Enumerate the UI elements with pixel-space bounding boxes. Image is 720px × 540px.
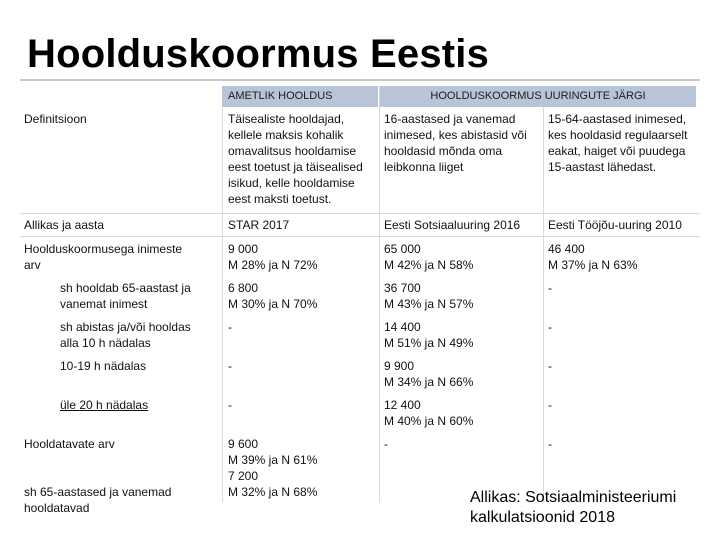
cell-carers-social-survey: 65 000 M 42% ja N 58% [384, 242, 474, 272]
cell-recipients-labour-survey: - [548, 437, 552, 451]
cell-source-labour-survey: Eesti Tööjõu-uuring 2010 [548, 218, 682, 232]
row-label-definition: Definitsioon [24, 112, 87, 126]
cell-carers-labour-survey: 46 400 M 37% ja N 63% [548, 242, 638, 272]
cell-caring-65-official: 6 800 M 30% ja N 70% [228, 281, 318, 311]
row-divider [20, 213, 700, 214]
cell-source-official: STAR 2017 [228, 218, 290, 232]
cell-over-20h-labour-survey: - [548, 398, 552, 412]
page-title: Hoolduskoormus Eestis [27, 32, 490, 76]
cell-definition-social-survey: 16-aastased ja vanemad inimesed, kes abistasid või hooldasid mõnda oma leibkonna liiget [384, 112, 527, 174]
row-label-care-recipients: Hooldatavate arv sh 65-aastased ja vanemad hooldatavad [24, 437, 172, 515]
cell-10-19h-social-survey: 9 900 M 34% ja N 66% [384, 359, 474, 389]
cell-under-10h-social-survey: 14 400 M 51% ja N 49% [384, 320, 474, 350]
cell-definition-official: Täisealiste hooldajad, kellele maksis kohalik omavalitsus hooldamise eest toetust ja täisealised isikud, kelle hooldamise eest maksti toetust. [228, 112, 363, 206]
cell-carers-official: 9 000 M 28% ja N 72% [228, 242, 318, 272]
cell-under-10h-labour-survey: - [548, 320, 552, 334]
cell-caring-65-labour-survey: - [548, 281, 552, 295]
cell-recipients-official: 9 600 M 39% ja N 61% 7 200 M 32% ja N 68% [228, 437, 318, 499]
row-divider [20, 236, 700, 237]
cell-10-19h-labour-survey: - [548, 359, 552, 373]
cell-10-19h-official: - [228, 359, 232, 373]
cell-caring-65-social-survey: 36 700 M 43% ja N 57% [384, 281, 474, 311]
cell-source-social-survey: Eesti Sotsiaaluuring 2016 [384, 218, 521, 232]
cell-recipients-social-survey: - [384, 437, 388, 451]
row-label-carers-count: Hoolduskoormusega inimeste arv [24, 242, 183, 272]
source-note: Allikas: Sotsiaalministeeriumi kalkulatsioonid 2018 [470, 489, 677, 526]
header-survey-care: HOOLDUSKOORMUS UURINGUTE JÄRGI [380, 86, 696, 107]
row-label-10-19h: 10-19 h nädalas [60, 359, 147, 373]
row-label-source-year: Allikas ja aasta [24, 218, 105, 232]
cell-definition-labour-survey: 15-64-aastased inimesed, kes hooldasid regulaarselt eakat, haiget või puudega 15-aastast lähedast. [548, 112, 688, 174]
row-label-under-10h: sh abistas ja/või hooldas alla 10 h nädalas [60, 320, 191, 350]
column-divider [379, 86, 380, 502]
cell-under-10h-official: - [228, 320, 232, 334]
column-divider [543, 107, 544, 502]
column-divider [222, 107, 223, 502]
cell-over-20h-social-survey: 12 400 M 40% ja N 60% [384, 398, 474, 428]
row-label-over-20h: üle 20 h nädalas [60, 398, 149, 412]
header-official-care: AMETLIK HOOLDUS [222, 86, 378, 107]
title-divider [20, 79, 700, 81]
cell-over-20h-official: - [228, 398, 232, 412]
row-label-caring-65-plus: sh hooldab 65-aastast ja vanemat inimest [60, 281, 191, 311]
